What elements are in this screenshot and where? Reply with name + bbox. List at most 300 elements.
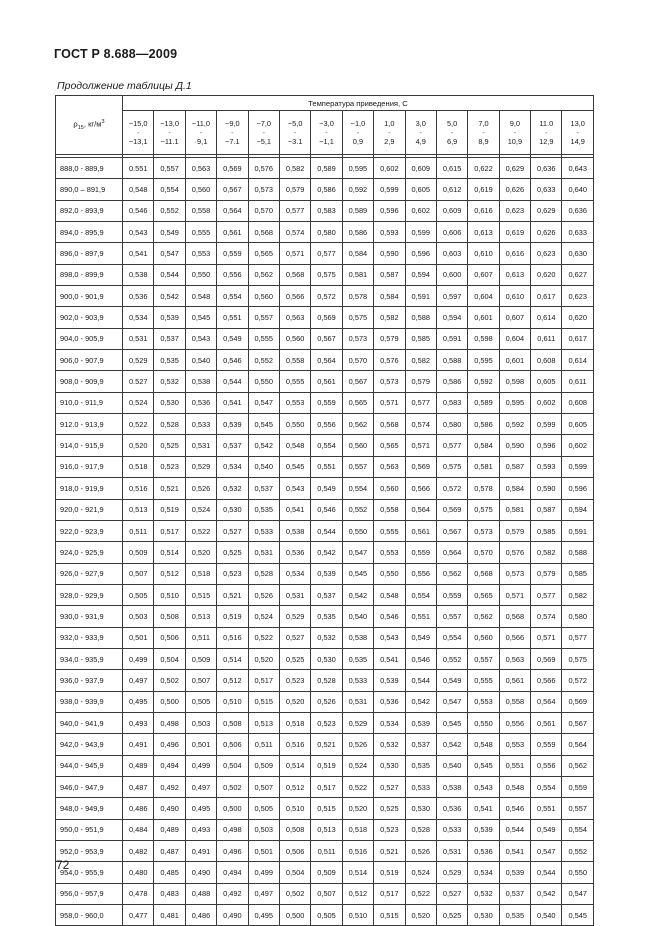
coefficient-cell: 0,490: [217, 905, 248, 926]
coefficient-cell: 0,527: [436, 883, 467, 904]
coefficient-cell: 0,481: [154, 905, 185, 926]
coefficient-cell: 0,504: [217, 755, 248, 776]
coefficient-cell: 0,569: [311, 307, 342, 328]
coefficient-cell: 0,532: [311, 627, 342, 648]
range-dash: -: [199, 128, 203, 137]
coefficient-cell: 0,551: [531, 798, 562, 819]
temperature-column-header: [279, 111, 310, 155]
coefficient-cell: 0,599: [531, 414, 562, 435]
coefficient-cell: 0,534: [468, 862, 499, 883]
density-range-cell: 892,0 - 893,9: [56, 200, 123, 221]
coefficient-cell: 0,549: [436, 670, 467, 691]
coefficient-cell: 0,580: [562, 606, 593, 627]
coefficient-cell: 0,514: [217, 648, 248, 669]
temperature-to: ·9,1: [194, 137, 208, 146]
coefficient-cell: 0,623: [499, 200, 530, 221]
coefficient-cell: 0,569: [405, 456, 436, 477]
coefficient-cell: 0,503: [248, 819, 279, 840]
coefficient-cell: 0,508: [279, 819, 310, 840]
table-row: [56, 179, 594, 200]
table-row: [56, 691, 594, 712]
table-row: [56, 542, 594, 563]
coefficient-cell: 0,531: [185, 435, 216, 456]
coefficient-cell: 0,544: [311, 520, 342, 541]
coefficient-cell: 0,547: [562, 883, 593, 904]
table-row: [56, 563, 594, 584]
coefficient-cell: 0,505: [248, 798, 279, 819]
coefficient-cell: 0,517: [374, 883, 405, 904]
density-range-cell: 920,0 - 921,9: [56, 499, 123, 520]
coefficient-cell: 0,530: [468, 905, 499, 926]
coefficient-cell: 0,623: [531, 243, 562, 264]
range-dash: -: [356, 128, 360, 137]
coefficient-cell: 0,569: [531, 648, 562, 669]
coefficient-cell: 0,604: [499, 328, 530, 349]
coefficient-cell: 0,534: [279, 563, 310, 584]
coefficient-cell: 0,562: [342, 414, 373, 435]
coefficient-cell: 0,512: [279, 776, 310, 797]
coefficient-cell: 0,608: [562, 392, 593, 413]
coefficient-cell: 0,614: [562, 350, 593, 371]
coefficient-cell: 0,531: [248, 542, 279, 563]
coefficient-cell: 0,610: [499, 286, 530, 307]
coefficient-cell: 0,497: [185, 776, 216, 797]
table-row: [56, 435, 594, 456]
coefficient-cell: 0,483: [154, 883, 185, 904]
coefficient-cell: 0,521: [154, 478, 185, 499]
coefficient-cell: 0,526: [405, 841, 436, 862]
coefficient-cell: 0,549: [154, 222, 185, 243]
table-row: [56, 841, 594, 862]
coefficient-cell: 0,499: [185, 755, 216, 776]
coefficient-cell: 0,505: [123, 584, 154, 605]
coefficient-cell: 0,531: [279, 584, 310, 605]
density-range-cell: 928,0 - 929,9: [56, 584, 123, 605]
coefficient-cell: 0,567: [311, 328, 342, 349]
coefficient-cell: 0,571: [279, 243, 310, 264]
coefficient-cell: 0,495: [185, 798, 216, 819]
coefficient-cell: 0,565: [248, 243, 279, 264]
coefficient-cell: 0,584: [499, 478, 530, 499]
coefficient-cell: 0,573: [468, 520, 499, 541]
coefficient-cell: 0,532: [468, 883, 499, 904]
coefficient-cell: 0,511: [248, 734, 279, 755]
coefficient-cell: 0,490: [154, 798, 185, 819]
coefficient-cell: 0,500: [279, 905, 310, 926]
table-row: [56, 243, 594, 264]
coefficient-cell: 0,520: [123, 435, 154, 456]
coefficient-cell: 0,537: [499, 883, 530, 904]
coefficient-cell: 0,595: [342, 158, 373, 179]
range-dash: -: [450, 128, 454, 137]
coefficient-cell: 0,538: [123, 264, 154, 285]
density-range-cell: 918,0 - 919,9: [56, 478, 123, 499]
coefficient-cell: 0,510: [279, 798, 310, 819]
coefficient-cell: 0,611: [531, 328, 562, 349]
coefficient-cell: 0,504: [154, 648, 185, 669]
density-range-cell: 906,0 - 907,9: [56, 350, 123, 371]
coefficient-cell: 0,506: [217, 734, 248, 755]
range-dash: -: [231, 128, 234, 137]
table-row: [56, 905, 594, 926]
coefficient-cell: 0,617: [562, 328, 593, 349]
coefficient-cell: 0,589: [311, 158, 342, 179]
coefficient-cell: 0,575: [562, 648, 593, 669]
temperature-column-header: [562, 111, 593, 155]
coefficient-cell: 0,586: [436, 371, 467, 392]
coefficient-cell: 0,605: [562, 414, 593, 435]
coefficient-cell: 0,576: [499, 542, 530, 563]
range-dash: -: [513, 128, 517, 137]
coefficient-cell: 0,528: [154, 414, 185, 435]
table-row: [56, 584, 594, 605]
temperature-column-header: [248, 111, 279, 155]
coefficient-cell: 0,511: [185, 627, 216, 648]
coefficient-cell: 0,587: [531, 499, 562, 520]
coefficient-cell: 0,565: [468, 584, 499, 605]
coefficient-cell: 0,550: [185, 264, 216, 285]
coefficient-cell: 0,606: [436, 222, 467, 243]
coefficient-cell: 0,513: [311, 819, 342, 840]
table-row: [56, 798, 594, 819]
coefficient-cell: 0,489: [123, 755, 154, 776]
density-range-cell: 948,0 - 949,9: [56, 798, 123, 819]
coefficient-cell: 0.548: [185, 286, 216, 307]
coefficient-cell: 0,549: [217, 328, 248, 349]
coefficient-cell: 0,585: [405, 328, 436, 349]
coefficient-cell: 0,543: [279, 478, 310, 499]
coefficient-cell: 0,487: [154, 841, 185, 862]
coefficient-cell: 0,601: [468, 307, 499, 328]
coefficient-cell: 0,563: [185, 158, 216, 179]
coefficient-cell: 0,519: [154, 499, 185, 520]
coefficient-cell: 0,529: [279, 606, 310, 627]
coefficient-cell: 0,496: [217, 841, 248, 862]
coefficient-cell: 0,514: [154, 542, 185, 563]
coefficient-cell: 0,520: [279, 691, 310, 712]
coefficient-cell: 0,560: [342, 435, 373, 456]
density-range-cell: 904,0 - 905,9: [56, 328, 123, 349]
coefficient-cell: 0,575: [311, 264, 342, 285]
coefficient-cell: 0,582: [374, 307, 405, 328]
coefficient-cell: 0,517: [311, 776, 342, 797]
coefficient-cell: 0,559: [217, 243, 248, 264]
table-row: [56, 158, 594, 179]
table-row: [56, 286, 594, 307]
coefficient-cell: 0,552: [436, 648, 467, 669]
coefficient-cell: 0,524: [342, 755, 373, 776]
temperature-to: −3.1: [287, 137, 303, 146]
coefficient-cell: 0,534: [217, 456, 248, 477]
coefficient-cell: 0,629: [499, 158, 530, 179]
coefficient-cell: 0,554: [342, 478, 373, 499]
coefficient-cell: 0,623: [562, 286, 593, 307]
coefficient-cell: 0,553: [468, 691, 499, 712]
coefficient-cell: 0,562: [468, 606, 499, 627]
coefficient-cell: 0,586: [468, 414, 499, 435]
coefficient-cell: 0,559: [531, 734, 562, 755]
coefficient-cell: 0,518: [342, 819, 373, 840]
coefficient-cell: 0,557: [342, 456, 373, 477]
coefficient-cell: 0,541: [468, 798, 499, 819]
coefficient-cell: 0,544: [154, 264, 185, 285]
density-correction-table: [55, 95, 594, 926]
density-range-cell: 952,0 - 953,9: [56, 841, 123, 862]
table-row: [56, 883, 594, 904]
coefficient-cell: 0,548: [499, 776, 530, 797]
coefficient-cell: 0,528: [311, 670, 342, 691]
coefficient-cell: 0,571: [499, 584, 530, 605]
table-row: [56, 350, 594, 371]
coefficient-cell: 0,619: [499, 222, 530, 243]
coefficient-cell: 0,489: [154, 819, 185, 840]
density-range-cell: 896,0 - 897,9: [56, 243, 123, 264]
coefficient-cell: 0,614: [531, 307, 562, 328]
coefficient-cell: 0,592: [342, 179, 373, 200]
coefficient-cell: 0,607: [468, 264, 499, 285]
coefficient-cell: 0,538: [185, 371, 216, 392]
coefficient-cell: 0,581: [499, 499, 530, 520]
coefficient-cell: 0,566: [499, 627, 530, 648]
coefficient-cell: 0,598: [468, 328, 499, 349]
coefficient-cell: 0,509: [248, 755, 279, 776]
coefficient-cell: 0,573: [374, 371, 405, 392]
coefficient-cell: 0,516: [342, 841, 373, 862]
coefficient-cell: 0,563: [499, 648, 530, 669]
density-range-cell: 936,0 - 937,9: [56, 670, 123, 691]
coefficient-cell: 0,620: [531, 264, 562, 285]
coefficient-cell: 0,515: [374, 905, 405, 926]
table-continuation-caption: Продолжение таблицы Д.1: [57, 80, 192, 92]
coefficient-cell: 0,480: [123, 862, 154, 883]
coefficient-cell: 0,564: [405, 499, 436, 520]
coefficient-cell: 0,478: [123, 883, 154, 904]
coefficient-cell: 0,550: [374, 563, 405, 584]
coefficient-cell: 0,547: [342, 542, 373, 563]
coefficient-cell: 0,501: [185, 734, 216, 755]
coefficient-cell: 0,573: [248, 179, 279, 200]
coefficient-cell: 0,510: [217, 691, 248, 712]
coefficient-cell: 0,547: [248, 392, 279, 413]
coefficient-cell: 0,538: [279, 520, 310, 541]
coefficient-cell: 0,497: [248, 883, 279, 904]
coefficient-cell: 0,542: [531, 883, 562, 904]
coefficient-cell: 0,529: [342, 712, 373, 733]
temperature-from: 5,0: [446, 119, 458, 128]
coefficient-cell: 0,493: [123, 712, 154, 733]
coefficient-cell: 0,589: [468, 392, 499, 413]
coefficient-cell: 0,524: [405, 862, 436, 883]
coefficient-cell: 0,508: [154, 606, 185, 627]
coefficient-cell: 0,544: [405, 670, 436, 691]
temperature-to: 0,9: [352, 137, 364, 146]
coefficient-cell: 0,538: [436, 776, 467, 797]
coefficient-cell: 0,516: [217, 627, 248, 648]
coefficient-cell: 0,529: [185, 456, 216, 477]
coefficient-cell: 0,562: [562, 755, 593, 776]
coefficient-cell: 0,509: [185, 648, 216, 669]
coefficient-cell: 0.527: [123, 371, 154, 392]
coefficient-cell: 0,501: [248, 841, 279, 862]
coefficient-cell: 0,536: [468, 841, 499, 862]
coefficient-cell: 0,575: [468, 499, 499, 520]
document-header: ГОСТ Р 8.688—2009: [54, 47, 178, 61]
coefficient-cell: 0,510: [154, 584, 185, 605]
coefficient-cell: 0,488: [185, 883, 216, 904]
coefficient-cell: 0,548: [279, 435, 310, 456]
density-range-cell: 900,0 - 901,9: [56, 286, 123, 307]
coefficient-cell: 0,585: [531, 520, 562, 541]
coefficient-cell: 0,529: [436, 862, 467, 883]
coefficient-cell: 0,603: [436, 243, 467, 264]
coefficient-cell: 0,616: [468, 200, 499, 221]
coefficient-cell: 0,596: [531, 435, 562, 456]
range-dash: -: [168, 128, 171, 137]
table-row: [56, 414, 594, 435]
coefficient-cell: 0,552: [154, 200, 185, 221]
coefficient-cell: 0,542: [405, 691, 436, 712]
coefficient-cell: 0,568: [279, 264, 310, 285]
coefficient-cell: 0,570: [468, 542, 499, 563]
temperature-to: 8,9: [478, 137, 489, 146]
coefficient-cell: 0,545: [185, 307, 216, 328]
coefficient-cell: 0,591: [562, 520, 593, 541]
coefficient-cell: 0,500: [217, 798, 248, 819]
coefficient-cell: 0,590: [499, 435, 530, 456]
coefficient-cell: 0,582: [279, 158, 310, 179]
coefficient-cell: 0,572: [436, 478, 467, 499]
coefficient-cell: 0,536: [279, 542, 310, 563]
coefficient-cell: 0,580: [436, 414, 467, 435]
coefficient-cell: 0,599: [405, 222, 436, 243]
coefficient-cell: 0,531: [436, 841, 467, 862]
coefficient-cell: 0,505: [185, 691, 216, 712]
coefficient-cell: 0,539: [311, 563, 342, 584]
coefficient-cell: 0,595: [468, 350, 499, 371]
table-row: [56, 222, 594, 243]
coefficient-cell: 0,485: [154, 862, 185, 883]
coefficient-cell: 0,577: [311, 243, 342, 264]
coefficient-cell: 0,535: [342, 648, 373, 669]
coefficient-cell: 0,509: [123, 542, 154, 563]
density-range-cell: 934,0 - 935,9: [56, 648, 123, 669]
coefficient-cell: 0,484: [123, 819, 154, 840]
coefficient-cell: 0,617: [531, 286, 562, 307]
coefficient-cell: 0,558: [499, 691, 530, 712]
coefficient-cell: 0,616: [499, 243, 530, 264]
coefficient-cell: 0,565: [374, 435, 405, 456]
coefficient-cell: 0,591: [436, 328, 467, 349]
coefficient-cell: 0,597: [436, 286, 467, 307]
coefficient-cell: 0,564: [217, 200, 248, 221]
coefficient-cell: 0,532: [154, 371, 185, 392]
coefficient-cell: 0,542: [154, 286, 185, 307]
coefficient-cell: 0,548: [468, 734, 499, 755]
coefficient-cell: 0,587: [499, 456, 530, 477]
coefficient-cell: 0,516: [123, 478, 154, 499]
coefficient-cell: 0,554: [154, 179, 185, 200]
table-row: [56, 456, 594, 477]
coefficient-cell: 0,569: [562, 691, 593, 712]
coefficient-cell: 0,584: [468, 435, 499, 456]
coefficient-cell: 0,535: [499, 905, 530, 926]
coefficient-cell: 0,542: [342, 584, 373, 605]
density-range-cell: 944,0 - 945,9: [56, 755, 123, 776]
coefficient-cell: 0,529: [123, 350, 154, 371]
coefficient-cell: 0,550: [342, 520, 373, 541]
coefficient-cell: 0,574: [405, 414, 436, 435]
coefficient-cell: 0,554: [436, 627, 467, 648]
temperature-to: −11.1: [160, 137, 179, 146]
coefficient-cell: 0,497: [123, 670, 154, 691]
coefficient-cell: 0,586: [311, 179, 342, 200]
coefficient-cell: 0,549: [405, 627, 436, 648]
coefficient-cell: 0,579: [499, 520, 530, 541]
density-range-cell: 912.0 - 913,9: [56, 414, 123, 435]
coefficient-cell: 0,515: [311, 798, 342, 819]
coefficient-cell: 0,499: [123, 648, 154, 669]
coefficient-cell: 0,543: [123, 222, 154, 243]
coefficient-cell: 0,577: [562, 627, 593, 648]
coefficient-cell: 0,548: [123, 179, 154, 200]
coefficient-cell: 0,564: [436, 542, 467, 563]
temperature-column-header: [468, 111, 499, 155]
coefficient-cell: 0,533: [248, 520, 279, 541]
coefficient-cell: 0,520: [405, 905, 436, 926]
coefficient-cell: 0,539: [217, 414, 248, 435]
range-dash: -: [325, 128, 328, 137]
coefficient-cell: 0,564: [311, 350, 342, 371]
coefficient-cell: 0,633: [562, 222, 593, 243]
coefficient-cell: 0,585: [562, 563, 593, 584]
coefficient-cell: 0,539: [154, 307, 185, 328]
coefficient-cell: 0,557: [436, 606, 467, 627]
row-header-density: $\rho_{15}$, $кг/м^3$: [56, 96, 123, 155]
coefficient-cell: 0,566: [405, 478, 436, 499]
coefficient-cell: 0,496: [154, 734, 185, 755]
density-range-cell: 902,0 - 903,9: [56, 307, 123, 328]
coefficient-cell: 0,556: [499, 712, 530, 733]
coefficient-cell: 0,568: [374, 414, 405, 435]
density-range-cell: 942,0 - 943,9: [56, 734, 123, 755]
coefficient-cell: 0,491: [185, 841, 216, 862]
table-row: [56, 371, 594, 392]
temperature-column-header: [436, 111, 467, 155]
coefficient-cell: 0,596: [405, 243, 436, 264]
density-range-cell: 922,0 - 923,9: [56, 520, 123, 541]
coefficient-cell: 0,557: [154, 158, 185, 179]
coefficient-cell: 0,615: [436, 158, 467, 179]
table-row: [56, 307, 594, 328]
coefficient-cell: 0,527: [374, 776, 405, 797]
coefficient-cell: 0,555: [374, 520, 405, 541]
coefficient-cell: 0,533: [405, 776, 436, 797]
temperature-column-header: [185, 111, 216, 155]
coefficient-cell: 0,515: [185, 584, 216, 605]
table-row: [56, 627, 594, 648]
density-range-cell: 890,0 – 891,9: [56, 179, 123, 200]
coefficient-cell: 0,556: [217, 264, 248, 285]
coefficient-cell: 0,525: [279, 648, 310, 669]
temperature-column-header: [217, 111, 248, 155]
coefficient-cell: 0,563: [279, 307, 310, 328]
coefficient-cell: 0,559: [311, 392, 342, 413]
coefficient-cell: 0,532: [217, 478, 248, 499]
coefficient-cell: 0,578: [468, 478, 499, 499]
coefficient-cell: 0,612: [436, 179, 467, 200]
coefficient-cell: 0,536: [374, 691, 405, 712]
density-range-cell: 926,0 - 927,9: [56, 563, 123, 584]
